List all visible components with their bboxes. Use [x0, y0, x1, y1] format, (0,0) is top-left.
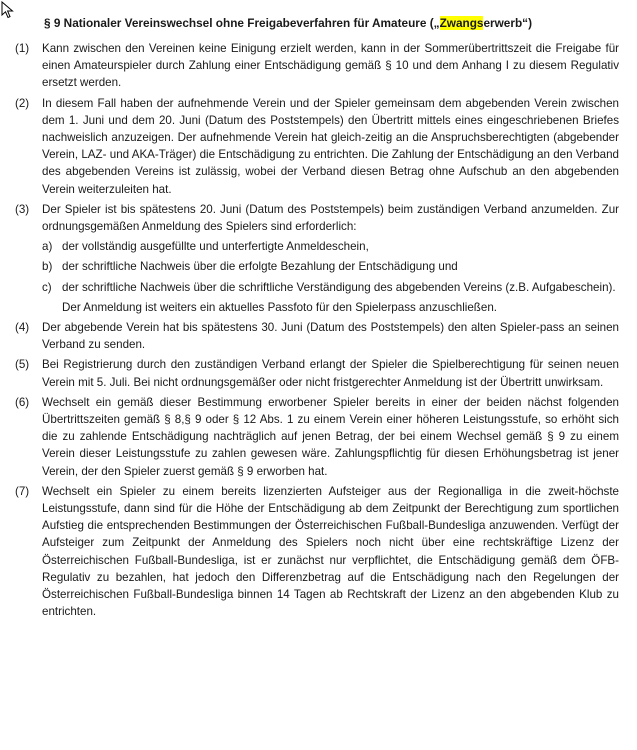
paragraph-3: [15, 201, 619, 316]
paragraph-text: Wechselt ein Spieler zu einem bereits lizenzierten Aufsteiger aus der Regionalliga in die zweit-höchste Leistungsstufe, dann sind für die Höhe der Entschädigung ab dem Zeitpunkt der Berechtigung zum sportlichen Aufstieg die entsprechenden Bestimmungen der Österreichischen Fußball-Bundesliga anzuwenden. Verfügt der Aufsteiger zum Zeitpunkt der Anmeldung des Spielers noch nicht über eine rechtskräftige Lizenz der Österreichischen Fußball-Bundesliga, ist er zunächst nur verpflichtet, die Entschädigung gemäß dem ÖFB-Regulativ zu bezahlen, hat jedoch den Differenzbetrag auf die Entschädigung nach den Regelungen der Österreichischen Fußball-Bundesliga binnen 14 Tagen ab Rechtskraft der Lizenz an den abgebenden Klub zu entrichten.: [42, 484, 619, 619]
title-highlight: Zwangs: [439, 16, 484, 30]
subitem-c: [42, 279, 619, 296]
paragraph-note: Der Anmeldung ist weiters ein aktuelles Passfoto für den Spielerpass anzuschließen.: [62, 300, 497, 314]
paragraph-4: [15, 319, 619, 353]
paragraph-7: [15, 483, 619, 621]
section-title: [44, 15, 532, 32]
paragraph-text: In diesem Fall haben der aufnehmende Verein und der Spieler gemeinsam dem abgebenden Verein zwischen dem 1. Juni und dem 20. Juni (Datum des Poststempels) den Übertritt mittels eines eingeschriebenen Briefes nachweislich anzuzeigen. Der aufnehmende Verein hat gleich-zeitig an die Anspruchsberechtigten (abgebender Verein, LAZ- und AKA-Träger) die Entschädigung zu entrichten. Die Zahlung der Entschädigung an den Verband des abgebenden Vereins ist zulässig, wobei der Verband diesen Betrag ohne Aufschub an den abgebenden Verein weiterzuleiten hat.: [42, 96, 619, 196]
paragraph-text: Der abgebende Verein hat bis spätestens 30. Juni (Datum des Poststempels) den alten Spieler-pass an seinen Verband zu senden.: [42, 321, 619, 352]
paragraph-number: (1): [15, 42, 30, 55]
paragraph-body: [42, 201, 619, 316]
paragraph-list: [15, 40, 619, 624]
paragraph-1: [15, 40, 619, 92]
subitem-text: der vollständig ausgefüllte und unterfertigte Anmeldeschein,: [62, 240, 369, 254]
subitem-b: [42, 258, 619, 275]
paragraph-text: Der Spieler ist bis spätestens 20. Juni (Datum des Poststempels) beim zuständigen Verband anzumelden. Zur ordnungsgemäßen Anmeldung des Spielers sind erforderlich:: [42, 202, 619, 234]
subitem-mark: b): [42, 260, 53, 274]
paragraph-number: (5): [15, 358, 30, 372]
subitem-text: der schriftliche Nachweis über die erfolgte Bezahlung der Entschädigung und: [62, 260, 458, 274]
paragraph-text: Kann zwischen den Vereinen keine Einigung erzielt werden, kann in der Sommerübertrittszeit die Freigabe für einen Amateurspieler durch Zahlung einer Entschädigung gemäß § 10 und dem Anhang I zu diesem Regulativ ersetzt werden.: [42, 42, 619, 90]
paragraph-number: (3): [15, 202, 30, 216]
paragraph-number: (6): [15, 395, 30, 409]
paragraph-number: (7): [15, 484, 30, 498]
subitem-text: der schriftliche Nachweis über die schriftliche Verständigung des abgebenden Vereins (z.B. Aufgabeschein).: [62, 280, 616, 294]
paragraph-number: (4): [15, 321, 30, 335]
mouse-pointer-icon: [1, 1, 15, 19]
paragraph-6: [15, 394, 619, 480]
title-suffix: erwerb“): [483, 16, 532, 30]
paragraph-2: [15, 95, 619, 198]
paragraph-text: Wechselt ein gemäß dieser Bestimmung erworbener Spieler bereits in einer der beiden nächst folgenden Übertrittszeiten gemäß § 8,§ 9 oder § 12 Abs. 1 zu einem Verein einer höheren Leistungsstufe, so erhöht sich die zu zahlende Entschädigung nachträglich auf jenen Betrag, der bei einem Wechsel gemäß § 9 zu einem Verein dieser Leistungsstufe zu zahlen gewesen wäre. Zahlungspflichtig für diesen Erhöhungsbetrag ist jener Verein, der den Spieler zuerst gemäß § 9 erworben hat.: [42, 395, 619, 478]
title-prefix: § 9 Nationaler Vereinswechsel ohne Freigabeverfahren für Amateure („: [44, 16, 440, 30]
paragraph-text: Bei Registrierung durch den zuständigen Verband erlangt der Spieler die Spielberechtigung für seinen neuen Verein mit 5. Juli. Bei nicht ordnungsgemäßer oder nicht fristgerechter Anmeldung ist der Übertritt unwirksam.: [42, 358, 619, 389]
paragraph-number: (2): [15, 96, 30, 110]
paragraph-5: [15, 356, 619, 390]
subitem-mark: a): [42, 240, 53, 254]
subitem-mark: c): [42, 280, 52, 294]
subitem-a: [42, 238, 619, 255]
